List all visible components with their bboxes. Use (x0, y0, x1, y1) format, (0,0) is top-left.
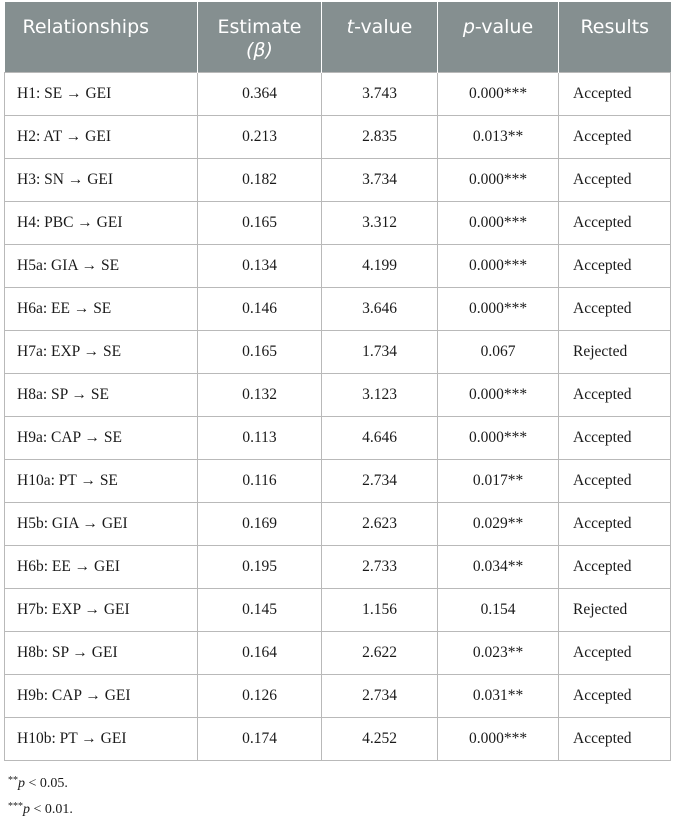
table-row (5, 459, 671, 502)
cell-p-value: 0.000*** (438, 158, 559, 201)
table-row (5, 545, 671, 588)
footnote-text: < 0.05. (25, 775, 68, 791)
cell-result: Accepted (559, 72, 671, 115)
cell-t-value: 3.646 (322, 287, 438, 330)
table-row (5, 717, 671, 760)
cell-result: Accepted (559, 459, 671, 502)
cell-relationship: H7b: EXP → GEI (5, 588, 198, 631)
cell-result: Accepted (559, 287, 671, 330)
cell-estimate: 0.165 (198, 201, 322, 244)
cell-t-value: 3.312 (322, 201, 438, 244)
table-row (5, 115, 671, 158)
table-row (5, 588, 671, 631)
header-t-value: t-value (322, 2, 438, 72)
footnote-variable: p (18, 775, 25, 791)
cell-result: Accepted (559, 502, 671, 545)
cell-estimate: 0.213 (198, 115, 322, 158)
cell-t-value: 2.623 (322, 502, 438, 545)
cell-relationship: H2: AT → GEI (5, 115, 198, 158)
footnote-marker: ** (8, 774, 18, 786)
table-row (5, 631, 671, 674)
cell-result: Accepted (559, 201, 671, 244)
cell-result: Rejected (559, 588, 671, 631)
cell-p-value: 0.000*** (438, 201, 559, 244)
cell-relationship: H10b: PT → GEI (5, 717, 198, 760)
table-row (5, 373, 671, 416)
cell-result: Accepted (559, 158, 671, 201)
cell-relationship: H3: SN → GEI (5, 158, 198, 201)
cell-t-value: 3.123 (322, 373, 438, 416)
cell-p-value: 0.000*** (438, 244, 559, 287)
table-row (5, 244, 671, 287)
cell-estimate: 0.165 (198, 330, 322, 373)
cell-relationship: H4: PBC → GEI (5, 201, 198, 244)
cell-p-value: 0.031** (438, 674, 559, 717)
cell-estimate: 0.164 (198, 631, 322, 674)
cell-estimate: 0.174 (198, 717, 322, 760)
cell-p-value: 0.067 (438, 330, 559, 373)
cell-relationship: H1: SE → GEI (5, 72, 198, 115)
cell-relationship: H6a: EE → SE (5, 287, 198, 330)
header-p-value: p-value (438, 2, 559, 72)
cell-result: Accepted (559, 674, 671, 717)
cell-t-value: 3.734 (322, 158, 438, 201)
cell-p-value: 0.000*** (438, 373, 559, 416)
footnote (8, 795, 670, 821)
cell-p-value: 0.154 (438, 588, 559, 631)
cell-result: Accepted (559, 373, 671, 416)
cell-p-value: 0.000*** (438, 287, 559, 330)
header-relationships: Relationships (5, 2, 198, 72)
cell-estimate: 0.134 (198, 244, 322, 287)
cell-estimate: 0.116 (198, 459, 322, 502)
footnote (8, 769, 670, 795)
footnote-text: < 0.01. (30, 801, 73, 817)
table-row (5, 287, 671, 330)
cell-estimate: 0.126 (198, 674, 322, 717)
cell-t-value: 2.734 (322, 459, 438, 502)
cell-estimate: 0.195 (198, 545, 322, 588)
cell-estimate: 0.145 (198, 588, 322, 631)
cell-p-value: 0.023** (438, 631, 559, 674)
cell-t-value: 3.743 (322, 72, 438, 115)
cell-p-value: 0.000*** (438, 72, 559, 115)
cell-relationship: H10a: PT → SE (5, 459, 198, 502)
cell-p-value: 0.013** (438, 115, 559, 158)
cell-p-value: 0.029** (438, 502, 559, 545)
table-row (5, 674, 671, 717)
cell-t-value: 4.252 (322, 717, 438, 760)
cell-t-value: 1.734 (322, 330, 438, 373)
cell-relationship: H5b: GIA → GEI (5, 502, 198, 545)
header-estimate: Estimate (β) (198, 2, 322, 72)
header-estimate-symbol: (β) (246, 39, 273, 61)
table-row (5, 201, 671, 244)
cell-t-value: 4.646 (322, 416, 438, 459)
cell-estimate: 0.169 (198, 502, 322, 545)
table-footnotes (8, 769, 670, 821)
cell-estimate: 0.113 (198, 416, 322, 459)
cell-relationship: H8a: SP → SE (5, 373, 198, 416)
cell-p-value: 0.034** (438, 545, 559, 588)
cell-t-value: 4.199 (322, 244, 438, 287)
table-row (5, 416, 671, 459)
cell-relationship: H6b: EE → GEI (5, 545, 198, 588)
cell-estimate: 0.146 (198, 287, 322, 330)
cell-result: Accepted (559, 717, 671, 760)
cell-relationship: H7a: EXP → SE (5, 330, 198, 373)
cell-estimate: 0.132 (198, 373, 322, 416)
header-results: Results (559, 2, 671, 72)
hypothesis-results-table (4, 2, 671, 761)
results-table-container (4, 2, 670, 821)
cell-result: Accepted (559, 631, 671, 674)
cell-result: Rejected (559, 330, 671, 373)
cell-result: Accepted (559, 244, 671, 287)
cell-relationship: H8b: SP → GEI (5, 631, 198, 674)
cell-t-value: 2.835 (322, 115, 438, 158)
footnote-marker: *** (8, 800, 23, 812)
cell-t-value: 2.622 (322, 631, 438, 674)
cell-relationship: H9b: CAP → GEI (5, 674, 198, 717)
cell-relationship: H9a: CAP → SE (5, 416, 198, 459)
cell-p-value: 0.017** (438, 459, 559, 502)
cell-estimate: 0.364 (198, 72, 322, 115)
cell-estimate: 0.182 (198, 158, 322, 201)
table-row (5, 330, 671, 373)
cell-relationship: H5a: GIA → SE (5, 244, 198, 287)
table-header-row (5, 2, 671, 72)
cell-result: Accepted (559, 115, 671, 158)
footnote-variable: p (23, 801, 30, 817)
table-row (5, 502, 671, 545)
cell-result: Accepted (559, 545, 671, 588)
table-row (5, 158, 671, 201)
cell-p-value: 0.000*** (438, 416, 559, 459)
table-row (5, 72, 671, 115)
cell-t-value: 2.733 (322, 545, 438, 588)
cell-p-value: 0.000*** (438, 717, 559, 760)
cell-t-value: 2.734 (322, 674, 438, 717)
cell-t-value: 1.156 (322, 588, 438, 631)
cell-result: Accepted (559, 416, 671, 459)
